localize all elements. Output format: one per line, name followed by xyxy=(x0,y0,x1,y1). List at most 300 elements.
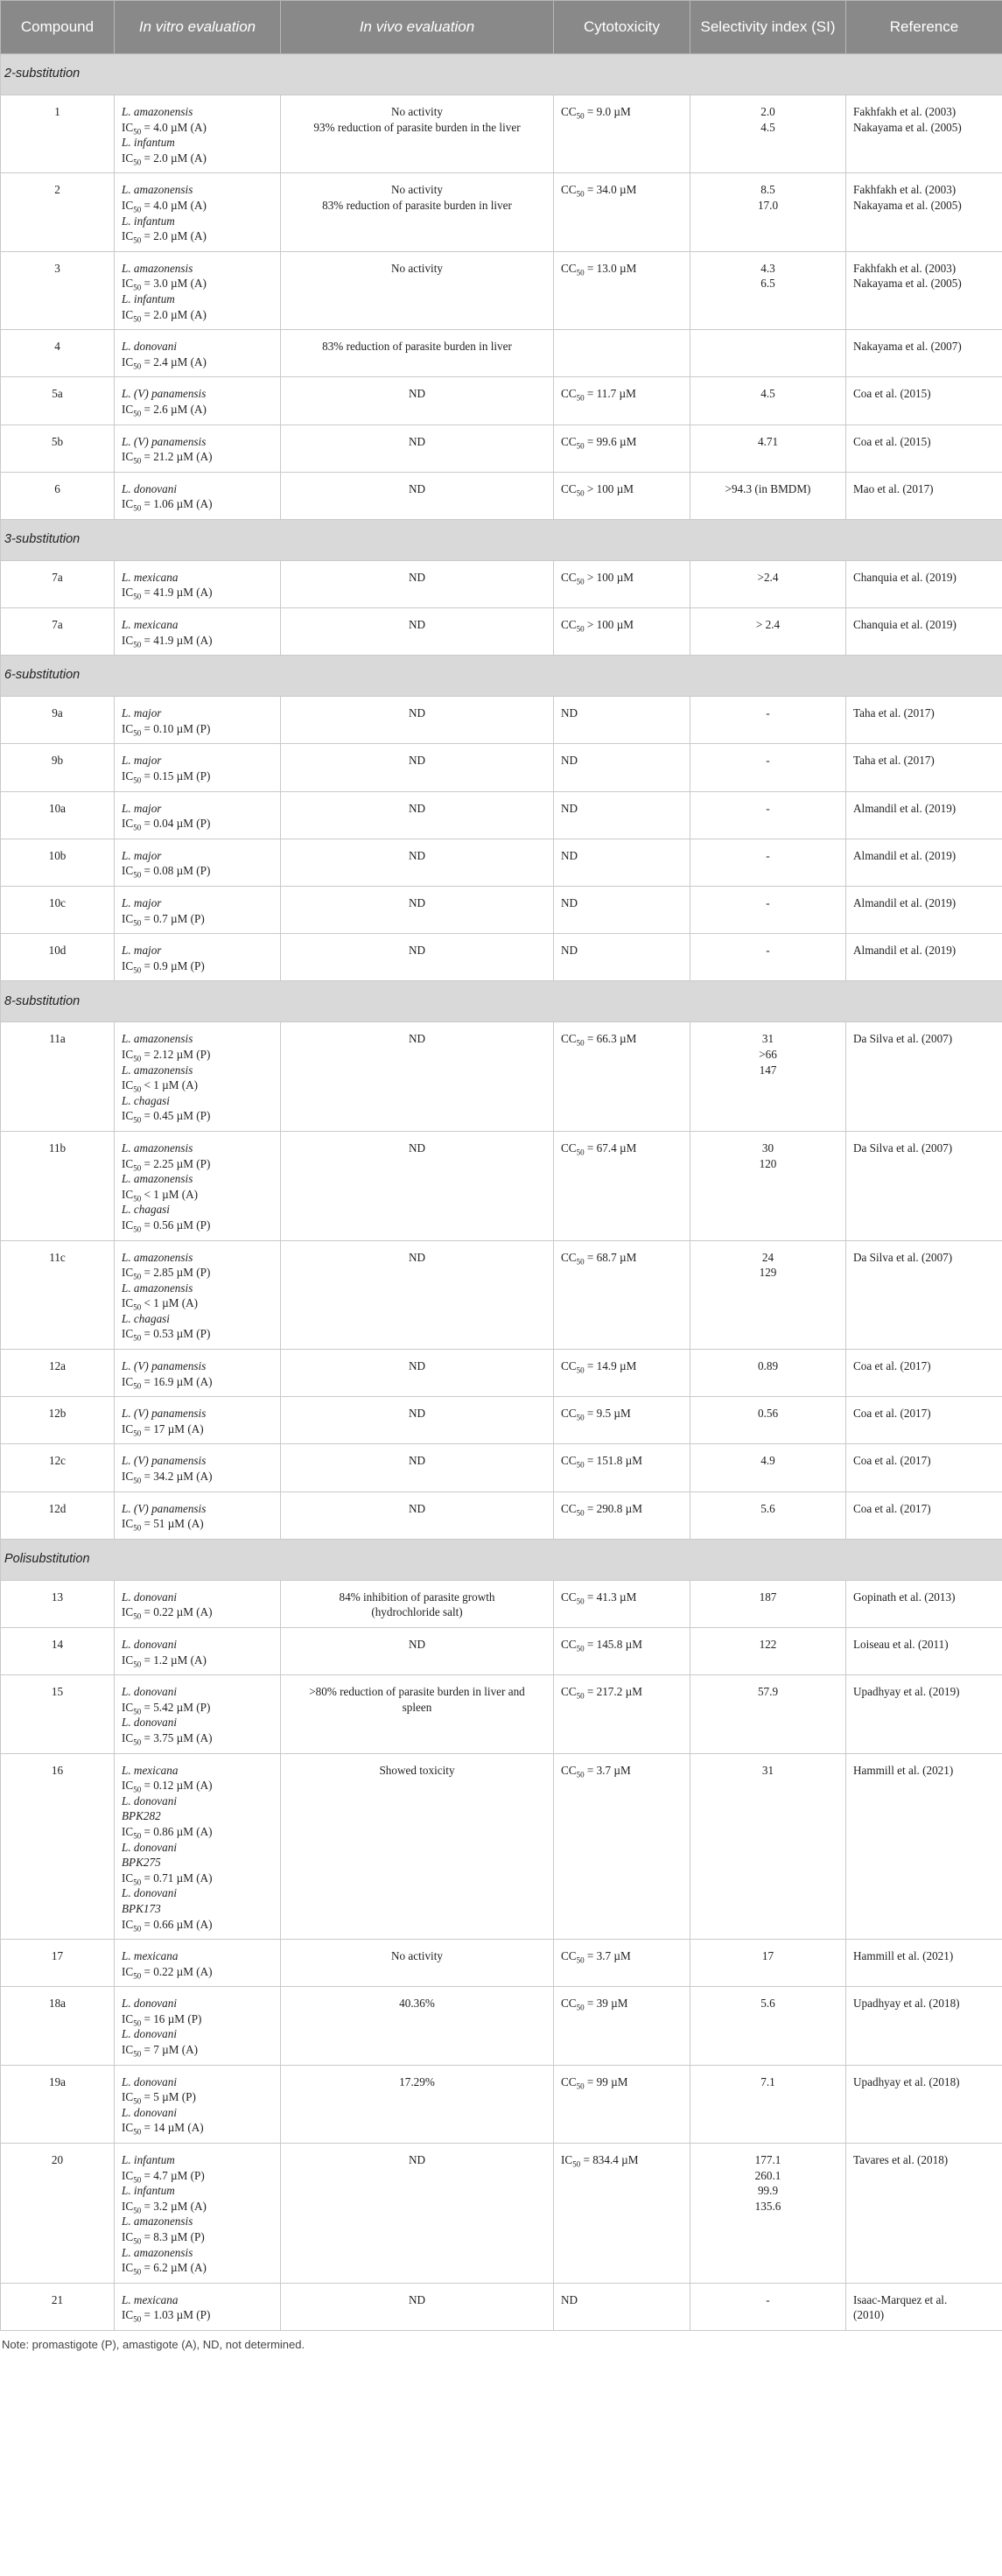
reference-text: Nakayama et al. (2005) xyxy=(853,120,962,134)
selectivity-value: 17 xyxy=(761,1949,774,1963)
selectivity-value: - xyxy=(766,2292,770,2306)
selectivity-value: 2.0 xyxy=(760,105,775,118)
compound-cell: 10a xyxy=(1,791,115,839)
species-name: L. infantum xyxy=(122,214,175,228)
compound-cell: 16 xyxy=(1,1753,115,1940)
header-compound: Compound xyxy=(1,1,115,54)
ic50-value: $IC_{50} = 17$ µM (A) xyxy=(122,1421,204,1438)
selectivity-cell xyxy=(690,472,846,519)
species-name: L. donovani xyxy=(122,340,178,354)
cytotoxicity-cell: $CC_{50} = 66.3$ µM xyxy=(554,1022,690,1132)
in-vivo-cell xyxy=(281,934,554,981)
cytotoxicity-cell: $CC_{50} = 39$ µM xyxy=(554,1987,690,2065)
reference-text: Almandil et al. (2019) xyxy=(853,848,956,862)
section-row xyxy=(1,981,1002,1022)
reference-cell xyxy=(846,1580,1002,1627)
in-vivo-text: Showed toxicity xyxy=(379,1763,455,1777)
selectivity-value: 7.1 xyxy=(760,2074,775,2088)
in-vivo-text: >80% reduction of parasite burden in liver and xyxy=(309,1685,525,1699)
in-vivo-text: ND xyxy=(408,706,426,720)
in-vivo-cell xyxy=(281,1580,554,1627)
reference-text: Loiseau et al. (2011) xyxy=(853,1638,949,1651)
reference-cell xyxy=(846,1492,1002,1539)
in-vivo-cell xyxy=(281,697,554,744)
selectivity-value: 57.9 xyxy=(757,1685,779,1699)
table-row xyxy=(1,95,1002,173)
in-vivo-text: ND xyxy=(408,1407,426,1421)
selectivity-cell xyxy=(690,251,846,329)
table-row xyxy=(1,1397,1002,1444)
selectivity-value: 17.0 xyxy=(757,198,779,212)
cytotoxicity-cell: $CC_{50} = 99.6$ µM xyxy=(554,425,690,472)
species-name: L. amazonensis xyxy=(122,1063,193,1077)
header-in-vivo: In vivo evaluation xyxy=(281,1,554,54)
ic50-value: $IC_{50} = 2.0$ µM (A) xyxy=(122,307,207,324)
reference-cell xyxy=(846,377,1002,425)
reference-text: Taha et al. (2017) xyxy=(853,706,935,720)
in-vivo-text: ND xyxy=(408,2153,426,2167)
in-vivo-text: ND xyxy=(408,1250,426,1264)
selectivity-value: >94.3 (in BMDM) xyxy=(725,481,811,495)
reference-text: Hammill et al. (2021) xyxy=(853,1949,954,1963)
cytotoxicity-cell: ND xyxy=(554,744,690,791)
reference-text: Fakhfakh et al. (2003) xyxy=(853,183,956,197)
reference-cell xyxy=(846,1240,1002,1350)
ic50-value: $IC_{50} = 0.9$ µM (P) xyxy=(122,958,205,975)
reference-text: Upadhyay et al. (2018) xyxy=(853,1997,960,2011)
section-title: 3-substitution xyxy=(1,519,1002,560)
species-name: L. (V) panamensis xyxy=(122,434,207,448)
section-row xyxy=(1,54,1002,95)
selectivity-value: >2.4 xyxy=(757,570,779,584)
table-row xyxy=(1,1753,1002,1940)
in-vitro-cell xyxy=(115,330,281,377)
in-vivo-text: ND xyxy=(408,1359,426,1373)
in-vitro-cell xyxy=(115,1940,281,1987)
in-vivo-cell xyxy=(281,472,554,519)
selectivity-cell xyxy=(690,1397,846,1444)
in-vivo-cell xyxy=(281,1940,554,1987)
ic50-value: $IC_{50} = 2.12$ µM (P) xyxy=(122,1047,211,1063)
species-name: L. amazonensis xyxy=(122,1141,193,1155)
table-row xyxy=(1,791,1002,839)
reference-text: Chanquia et al. (2019) xyxy=(853,618,956,632)
ic50-value: $IC_{50} = 2.85$ µM (P) xyxy=(122,1266,211,1281)
selectivity-value: 120 xyxy=(759,1156,777,1170)
in-vivo-cell xyxy=(281,1444,554,1492)
in-vitro-cell xyxy=(115,1240,281,1350)
compound-cell: 10b xyxy=(1,839,115,886)
table-body xyxy=(1,54,1002,2331)
in-vitro-cell xyxy=(115,1675,281,1753)
species-name: L. donovani xyxy=(122,1716,178,1730)
in-vitro-cell xyxy=(115,1022,281,1132)
in-vivo-cell xyxy=(281,744,554,791)
reference-cell xyxy=(846,1022,1002,1132)
species-name: L. major xyxy=(122,754,162,768)
compound-cell: 10c xyxy=(1,887,115,934)
header-in-vitro: In vitro evaluation xyxy=(115,1,281,54)
reference-cell xyxy=(846,608,1002,656)
selectivity-value: 5.6 xyxy=(760,1501,775,1515)
table-row xyxy=(1,425,1002,472)
reference-text: Hammill et al. (2021) xyxy=(853,1763,954,1777)
section-row xyxy=(1,519,1002,560)
compound-cell: 7a xyxy=(1,560,115,607)
table-row xyxy=(1,839,1002,886)
species-name: L. chagasi xyxy=(122,1203,170,1217)
selectivity-value: 24 xyxy=(761,1250,774,1264)
in-vivo-text: ND xyxy=(408,618,426,632)
table-row xyxy=(1,744,1002,791)
species-name: L. amazonensis xyxy=(122,2245,193,2259)
species-name: L. infantum xyxy=(122,136,175,150)
header-reference: Reference xyxy=(846,1,1002,54)
in-vivo-text: ND xyxy=(408,1141,426,1155)
species-name: L. amazonensis xyxy=(122,105,193,118)
table-row xyxy=(1,1350,1002,1397)
selectivity-value: 0.56 xyxy=(757,1407,779,1421)
ic50-value: $IC_{50} = 4.0$ µM (A) xyxy=(122,120,207,137)
selectivity-cell xyxy=(690,330,846,377)
table-row xyxy=(1,934,1002,981)
selectivity-cell xyxy=(690,839,846,886)
reference-text: Tavares et al. (2018) xyxy=(853,2153,949,2167)
in-vitro-cell xyxy=(115,791,281,839)
reference-cell xyxy=(846,472,1002,519)
in-vitro-cell xyxy=(115,744,281,791)
ic50-value: $IC_{50} = 3.0$ µM (A) xyxy=(122,277,207,292)
in-vivo-cell xyxy=(281,1675,554,1753)
ic50-value: $IC_{50} = 34.2$ µM (A) xyxy=(122,1470,213,1485)
header-cytotoxicity: Cytotoxicity xyxy=(554,1,690,54)
compound-cell: 5b xyxy=(1,425,115,472)
ic50-value: $IC_{50} = 2.6$ µM (A) xyxy=(122,402,207,418)
cytotoxicity-cell: $CC_{50} = 11.7$ µM xyxy=(554,377,690,425)
species-name: L. mexicana xyxy=(122,1949,179,1963)
reference-cell xyxy=(846,1397,1002,1444)
in-vivo-cell xyxy=(281,839,554,886)
selectivity-cell xyxy=(690,1444,846,1492)
table-row xyxy=(1,1675,1002,1753)
selectivity-value: 8.5 xyxy=(760,183,775,197)
selectivity-cell xyxy=(690,1675,846,1753)
reference-text: Isaac-Marquez et al. xyxy=(853,2292,948,2306)
ic50-value: $IC_{50} = 6.2$ µM (A) xyxy=(122,2261,207,2277)
table-row xyxy=(1,1444,1002,1492)
reference-cell xyxy=(846,934,1002,981)
species-name: L. donovani xyxy=(122,1685,178,1699)
compound-cell: 2 xyxy=(1,173,115,251)
ic50-value: $IC_{50} = 0.56$ µM (P) xyxy=(122,1218,211,1234)
in-vivo-cell xyxy=(281,1350,554,1397)
species-name: L. donovani xyxy=(122,1590,178,1604)
cytotoxicity-cell: ND xyxy=(554,697,690,744)
in-vivo-cell xyxy=(281,1131,554,1240)
selectivity-cell xyxy=(690,1580,846,1627)
in-vivo-text: No activity xyxy=(391,105,443,118)
in-vitro-cell xyxy=(115,1580,281,1627)
ic50-value: $IC_{50} = 3.75$ µM (A) xyxy=(122,1730,213,1747)
table-row xyxy=(1,1240,1002,1350)
compound-cell: 18a xyxy=(1,1987,115,2065)
reference-text: Taha et al. (2017) xyxy=(853,754,935,768)
compound-cell: 3 xyxy=(1,251,115,329)
reference-text: Gopinath et al. (2013) xyxy=(853,1590,956,1604)
cytotoxicity-cell: $CC_{50} = 14.9$ µM xyxy=(554,1350,690,1397)
selectivity-cell xyxy=(690,934,846,981)
compound-cell: 14 xyxy=(1,1628,115,1675)
selectivity-value: - xyxy=(766,944,770,958)
reference-text: Da Silva et al. (2007) xyxy=(853,1250,953,1264)
in-vivo-cell xyxy=(281,1397,554,1444)
species-name: L. (V) panamensis xyxy=(122,1407,207,1421)
table-row xyxy=(1,1940,1002,1987)
reference-cell xyxy=(846,1628,1002,1675)
ic50-value: $IC_{50} = 0.7$ µM (P) xyxy=(122,911,205,928)
species-name: L. donovani xyxy=(122,481,178,495)
table-row xyxy=(1,173,1002,251)
section-title: Polisubstitution xyxy=(1,1539,1002,1580)
ic50-value: $IC_{50} = 0.04$ µM (P) xyxy=(122,817,211,832)
ic50-value: $IC_{50} = 7$ µM (A) xyxy=(122,2043,199,2059)
in-vivo-text: ND xyxy=(408,1032,426,1046)
in-vivo-text: (hydrochloride salt) xyxy=(371,1605,463,1619)
table-row xyxy=(1,2065,1002,2143)
species-name: L. amazonensis xyxy=(122,261,193,275)
table-row xyxy=(1,2283,1002,2330)
reference-text: Almandil et al. (2019) xyxy=(853,896,956,909)
compound-cell: 9b xyxy=(1,744,115,791)
reference-text: Upadhyay et al. (2018) xyxy=(853,2074,960,2088)
reference-cell xyxy=(846,251,1002,329)
reference-cell xyxy=(846,744,1002,791)
table-row xyxy=(1,2144,1002,2284)
ic50-value: $IC_{50} = 0.08$ µM (P) xyxy=(122,864,211,881)
reference-cell xyxy=(846,95,1002,173)
ic50-value: $IC_{50} = 3.2$ µM (A) xyxy=(122,2199,207,2215)
ic50-value: $IC_{50} = 4.0$ µM (A) xyxy=(122,198,207,214)
in-vitro-cell xyxy=(115,1753,281,1940)
species-name: L. chagasi xyxy=(122,1093,170,1107)
in-vivo-text: 83% reduction of parasite burden in liver xyxy=(322,198,512,212)
selectivity-value: 187 xyxy=(759,1590,777,1604)
in-vivo-text: ND xyxy=(408,1638,426,1651)
compound-cell: 20 xyxy=(1,2144,115,2284)
compound-cell: 13 xyxy=(1,1580,115,1627)
cytotoxicity-cell: $CC_{50} > 100$ µM xyxy=(554,608,690,656)
selectivity-cell xyxy=(690,1987,846,2065)
cytotoxicity-cell: $CC_{50} = 68.7$ µM xyxy=(554,1240,690,1350)
in-vitro-cell xyxy=(115,251,281,329)
cytotoxicity-cell: ND xyxy=(554,887,690,934)
species-name: L. infantum xyxy=(122,2184,175,2198)
selectivity-cell xyxy=(690,608,846,656)
species-name: L. donovani xyxy=(122,2105,178,2119)
in-vivo-text: ND xyxy=(408,754,426,768)
table-row xyxy=(1,887,1002,934)
cytotoxicity-cell: $CC_{50} = 13.0$ µM xyxy=(554,251,690,329)
reference-text: Nakayama et al. (2005) xyxy=(853,277,962,291)
in-vivo-text: ND xyxy=(408,801,426,815)
in-vitro-cell xyxy=(115,425,281,472)
table-row xyxy=(1,1022,1002,1132)
in-vivo-cell xyxy=(281,1628,554,1675)
cytotoxicity-cell: ND xyxy=(554,934,690,981)
ic50-value: $IC_{50} = 0.66$ µM (A) xyxy=(122,1917,213,1934)
cytotoxicity-cell: $CC_{50} = 3.7$ µM xyxy=(554,1753,690,1940)
species-name: L. mexicana xyxy=(122,2292,179,2306)
ic50-value: $IC_{50} = 0.86$ µM (A) xyxy=(122,1824,213,1841)
selectivity-value: - xyxy=(766,896,770,909)
selectivity-value: 6.5 xyxy=(760,277,775,291)
section-row xyxy=(1,1539,1002,1580)
in-vivo-text: No activity xyxy=(391,261,443,275)
in-vitro-cell xyxy=(115,173,281,251)
table-row xyxy=(1,1987,1002,2065)
selectivity-value: 4.9 xyxy=(760,1454,775,1468)
ic50-value: $IC_{50} = 0.45$ µM (P) xyxy=(122,1109,211,1125)
selectivity-value: 129 xyxy=(759,1266,777,1280)
reference-text: Upadhyay et al. (2019) xyxy=(853,1685,960,1699)
reference-text: Da Silva et al. (2007) xyxy=(853,1141,953,1155)
in-vivo-text: 17.29% xyxy=(399,2074,435,2088)
reference-cell xyxy=(846,1131,1002,1240)
selectivity-cell xyxy=(690,425,846,472)
selectivity-cell xyxy=(690,1350,846,1397)
in-vitro-cell xyxy=(115,1987,281,2065)
section-title: 8-substitution xyxy=(1,981,1002,1022)
reference-text: Coa et al. (2017) xyxy=(853,1501,931,1515)
selectivity-cell xyxy=(690,1753,846,1940)
table-row xyxy=(1,251,1002,329)
reference-cell xyxy=(846,791,1002,839)
selectivity-cell xyxy=(690,1492,846,1539)
cytotoxicity-cell: $CC_{50} = 9.0$ µM xyxy=(554,95,690,173)
reference-text: Nakayama et al. (2005) xyxy=(853,198,962,212)
species-name: L. (V) panamensis xyxy=(122,1454,207,1468)
reference-cell xyxy=(846,1350,1002,1397)
selectivity-value: - xyxy=(766,706,770,720)
table-row xyxy=(1,1580,1002,1627)
in-vitro-cell xyxy=(115,887,281,934)
in-vivo-cell xyxy=(281,1022,554,1132)
reference-text: Fakhfakh et al. (2003) xyxy=(853,105,956,118)
selectivity-value: 4.5 xyxy=(760,387,775,401)
in-vivo-cell xyxy=(281,2283,554,2330)
in-vitro-cell xyxy=(115,95,281,173)
compound-cell: 9a xyxy=(1,697,115,744)
compound-cell: 5a xyxy=(1,377,115,425)
reference-text: Mao et al. (2017) xyxy=(853,481,934,495)
table-row xyxy=(1,1628,1002,1675)
in-vivo-text: ND xyxy=(408,1454,426,1468)
table-row xyxy=(1,608,1002,656)
table-row xyxy=(1,1131,1002,1240)
reference-cell xyxy=(846,1675,1002,1753)
cytotoxicity-cell: $IC_{50} = 834.4$ µM xyxy=(554,2144,690,2284)
selectivity-value: 4.71 xyxy=(757,434,779,448)
cytotoxicity-cell: $CC_{50} = 290.8$ µM xyxy=(554,1492,690,1539)
selectivity-cell xyxy=(690,791,846,839)
selectivity-cell xyxy=(690,377,846,425)
in-vitro-cell xyxy=(115,560,281,607)
selectivity-cell xyxy=(690,2283,846,2330)
species-name: L. major xyxy=(122,944,162,958)
header-selectivity: Selectivity index (SI) xyxy=(690,1,846,54)
species-name: L. major xyxy=(122,896,162,909)
cytotoxicity-cell: $CC_{50} = 41.3$ µM xyxy=(554,1580,690,1627)
species-name: L. mexicana xyxy=(122,570,179,584)
species-name: L. infantum xyxy=(122,291,175,305)
reference-cell xyxy=(846,1753,1002,1940)
selectivity-value: 4.3 xyxy=(760,261,775,275)
compound-cell: 7a xyxy=(1,608,115,656)
ic50-value: $IC_{50} = 0.10$ µM (P) xyxy=(122,721,211,738)
species-name: L. major xyxy=(122,706,162,720)
in-vivo-cell xyxy=(281,1987,554,2065)
in-vivo-cell xyxy=(281,173,554,251)
species-name: L. mexicana xyxy=(122,618,179,632)
selectivity-value: - xyxy=(766,848,770,862)
in-vitro-cell xyxy=(115,472,281,519)
in-vivo-text: ND xyxy=(408,481,426,495)
in-vitro-cell xyxy=(115,1444,281,1492)
species-name: L. (V) panamensis xyxy=(122,1359,207,1373)
table-row xyxy=(1,697,1002,744)
in-vivo-text: ND xyxy=(408,944,426,958)
ic50-value: $IC_{50} = 16.9$ µM (A) xyxy=(122,1374,213,1391)
in-vivo-cell xyxy=(281,330,554,377)
selectivity-value: 30 xyxy=(761,1141,774,1155)
ic50-value: $IC_{50} = 2.0$ µM (A) xyxy=(122,229,207,245)
in-vivo-text: ND xyxy=(408,570,426,584)
in-vitro-cell xyxy=(115,1350,281,1397)
species-name: L. major xyxy=(122,848,162,862)
ic50-value: $IC_{50} = 21.2$ µM (A) xyxy=(122,450,213,466)
species-name: L. donovani xyxy=(122,2074,178,2088)
reference-text: Coa et al. (2015) xyxy=(853,434,931,448)
cytotoxicity-cell: ND xyxy=(554,839,690,886)
ic50-value: $IC_{50} = 1.2$ µM (A) xyxy=(122,1653,207,1669)
in-vivo-cell xyxy=(281,425,554,472)
species-name: L. amazonensis xyxy=(122,1281,193,1295)
compound-cell: 21 xyxy=(1,2283,115,2330)
species-name: L. amazonensis xyxy=(122,183,193,197)
reference-cell xyxy=(846,2065,1002,2143)
compound-cell: 12c xyxy=(1,1444,115,1492)
section-title: 2-substitution xyxy=(1,54,1002,95)
in-vivo-text: ND xyxy=(408,896,426,909)
selectivity-value: >66 xyxy=(759,1047,777,1061)
table-note: Note: promastigote (P), amastigote (A), ND, not determined. xyxy=(2,2337,305,2351)
reference-cell xyxy=(846,173,1002,251)
compound-cell: 11c xyxy=(1,1240,115,1350)
selectivity-value: - xyxy=(766,801,770,815)
cytotoxicity-cell: ND xyxy=(554,2283,690,2330)
compound-cell: 15 xyxy=(1,1675,115,1753)
compound-cell: 17 xyxy=(1,1940,115,1987)
ic50-value: $IC_{50} < 1$ µM (A) xyxy=(122,1078,199,1094)
selectivity-cell xyxy=(690,2065,846,2143)
reference-cell xyxy=(846,1987,1002,2065)
selectivity-cell xyxy=(690,697,846,744)
in-vivo-text: No activity xyxy=(391,183,443,197)
species-name: L. amazonensis xyxy=(122,1172,193,1186)
in-vitro-cell xyxy=(115,2065,281,2143)
in-vivo-cell xyxy=(281,560,554,607)
selectivity-value: 4.5 xyxy=(760,120,775,134)
